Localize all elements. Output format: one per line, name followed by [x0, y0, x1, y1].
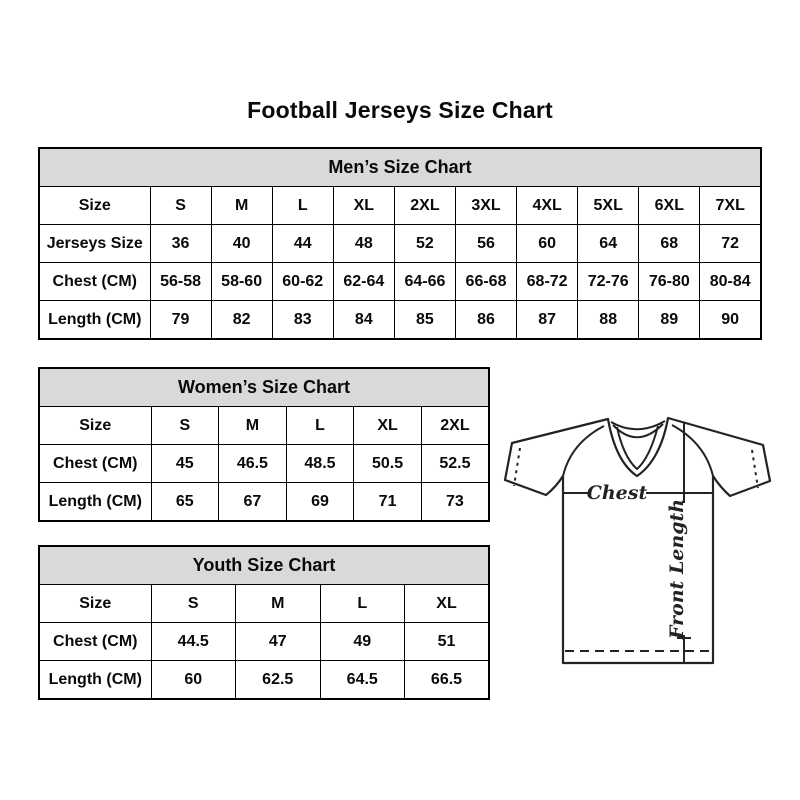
- value-cell: 64.5: [320, 661, 405, 700]
- value-cell: 83: [272, 301, 333, 340]
- table-row: [39, 301, 761, 340]
- value-cell: 44: [272, 225, 333, 263]
- row-label: Length (CM): [39, 301, 150, 340]
- size-cell: 5XL: [578, 187, 639, 225]
- value-cell: 64-66: [394, 263, 455, 301]
- page-title: Football Jerseys Size Chart: [247, 97, 553, 123]
- value-cell: 45: [151, 445, 219, 483]
- size-cell: S: [151, 585, 236, 623]
- value-cell: 66-68: [455, 263, 516, 301]
- table-row: [39, 483, 489, 522]
- size-cell: XL: [333, 187, 394, 225]
- row-label: Jerseys Size: [39, 225, 150, 263]
- value-cell: 60: [517, 225, 578, 263]
- value-cell: 52: [394, 225, 455, 263]
- size-cell: 3XL: [455, 187, 516, 225]
- value-cell: 79: [150, 301, 211, 340]
- value-cell: 85: [394, 301, 455, 340]
- chest-label: Chest: [586, 482, 648, 504]
- size-cell: S: [151, 407, 219, 445]
- value-cell: 88: [578, 301, 639, 340]
- value-cell: 47: [236, 623, 321, 661]
- value-cell: 48: [333, 225, 394, 263]
- table-row: [39, 661, 489, 700]
- value-cell: 60-62: [272, 263, 333, 301]
- value-cell: 44.5: [151, 623, 236, 661]
- value-cell: 60: [151, 661, 236, 700]
- value-cell: 36: [150, 225, 211, 263]
- size-cell: XL: [354, 407, 422, 445]
- value-cell: 50.5: [354, 445, 422, 483]
- size-cell: S: [150, 187, 211, 225]
- value-cell: 68-72: [517, 263, 578, 301]
- table-row: [39, 623, 489, 661]
- size-cell: M: [211, 187, 272, 225]
- value-cell: 51: [405, 623, 490, 661]
- value-cell: 66.5: [405, 661, 490, 700]
- value-cell: 46.5: [219, 445, 287, 483]
- youth-size-chart-table: [38, 545, 490, 700]
- value-cell: 72-76: [578, 263, 639, 301]
- row-label: Chest (CM): [39, 263, 150, 301]
- value-cell: 73: [421, 483, 489, 522]
- size-cell: M: [236, 585, 321, 623]
- value-cell: 87: [517, 301, 578, 340]
- value-cell: 76-80: [639, 263, 700, 301]
- value-cell: 64: [578, 225, 639, 263]
- value-cell: 49: [320, 623, 405, 661]
- row-label: Chest (CM): [39, 623, 151, 661]
- size-cell: 4XL: [517, 187, 578, 225]
- size-cell: XL: [405, 585, 490, 623]
- value-cell: 90: [700, 301, 761, 340]
- table-row: [39, 187, 761, 225]
- row-label: Chest (CM): [39, 445, 151, 483]
- mens-table-title: Men’s Size Chart: [39, 148, 761, 187]
- size-cell: L: [272, 187, 333, 225]
- front-length-label: Front Length: [666, 498, 688, 640]
- value-cell: 40: [211, 225, 272, 263]
- womens-table-title: Women’s Size Chart: [39, 368, 489, 407]
- table-row: [39, 263, 761, 301]
- size-cell: L: [320, 585, 405, 623]
- mens-size-chart-table: [38, 147, 762, 340]
- size-cell: 2XL: [394, 187, 455, 225]
- value-cell: 48.5: [286, 445, 354, 483]
- value-cell: 56-58: [150, 263, 211, 301]
- table-row: [39, 445, 489, 483]
- jersey-outline: [505, 418, 770, 663]
- size-cell: 6XL: [639, 187, 700, 225]
- value-cell: 58-60: [211, 263, 272, 301]
- value-cell: 72: [700, 225, 761, 263]
- table-row: [39, 225, 761, 263]
- value-cell: 52.5: [421, 445, 489, 483]
- table-row: [39, 407, 489, 445]
- value-cell: 65: [151, 483, 219, 522]
- value-cell: 67: [219, 483, 287, 522]
- value-cell: 80-84: [700, 263, 761, 301]
- table-row: [39, 585, 489, 623]
- size-cell: L: [286, 407, 354, 445]
- size-cell: 7XL: [700, 187, 761, 225]
- jersey-diagram: [500, 410, 772, 672]
- value-cell: 82: [211, 301, 272, 340]
- row-label: Length (CM): [39, 483, 151, 522]
- youth-table-title: Youth Size Chart: [39, 546, 489, 585]
- row-label: Size: [39, 187, 150, 225]
- value-cell: 68: [639, 225, 700, 263]
- row-label: Size: [39, 585, 151, 623]
- value-cell: 69: [286, 483, 354, 522]
- row-label: Size: [39, 407, 151, 445]
- value-cell: 84: [333, 301, 394, 340]
- value-cell: 86: [455, 301, 516, 340]
- size-cell: M: [219, 407, 287, 445]
- womens-size-chart-table: [38, 367, 490, 522]
- value-cell: 71: [354, 483, 422, 522]
- value-cell: 62-64: [333, 263, 394, 301]
- size-cell: 2XL: [421, 407, 489, 445]
- value-cell: 89: [639, 301, 700, 340]
- value-cell: 56: [455, 225, 516, 263]
- value-cell: 62.5: [236, 661, 321, 700]
- row-label: Length (CM): [39, 661, 151, 700]
